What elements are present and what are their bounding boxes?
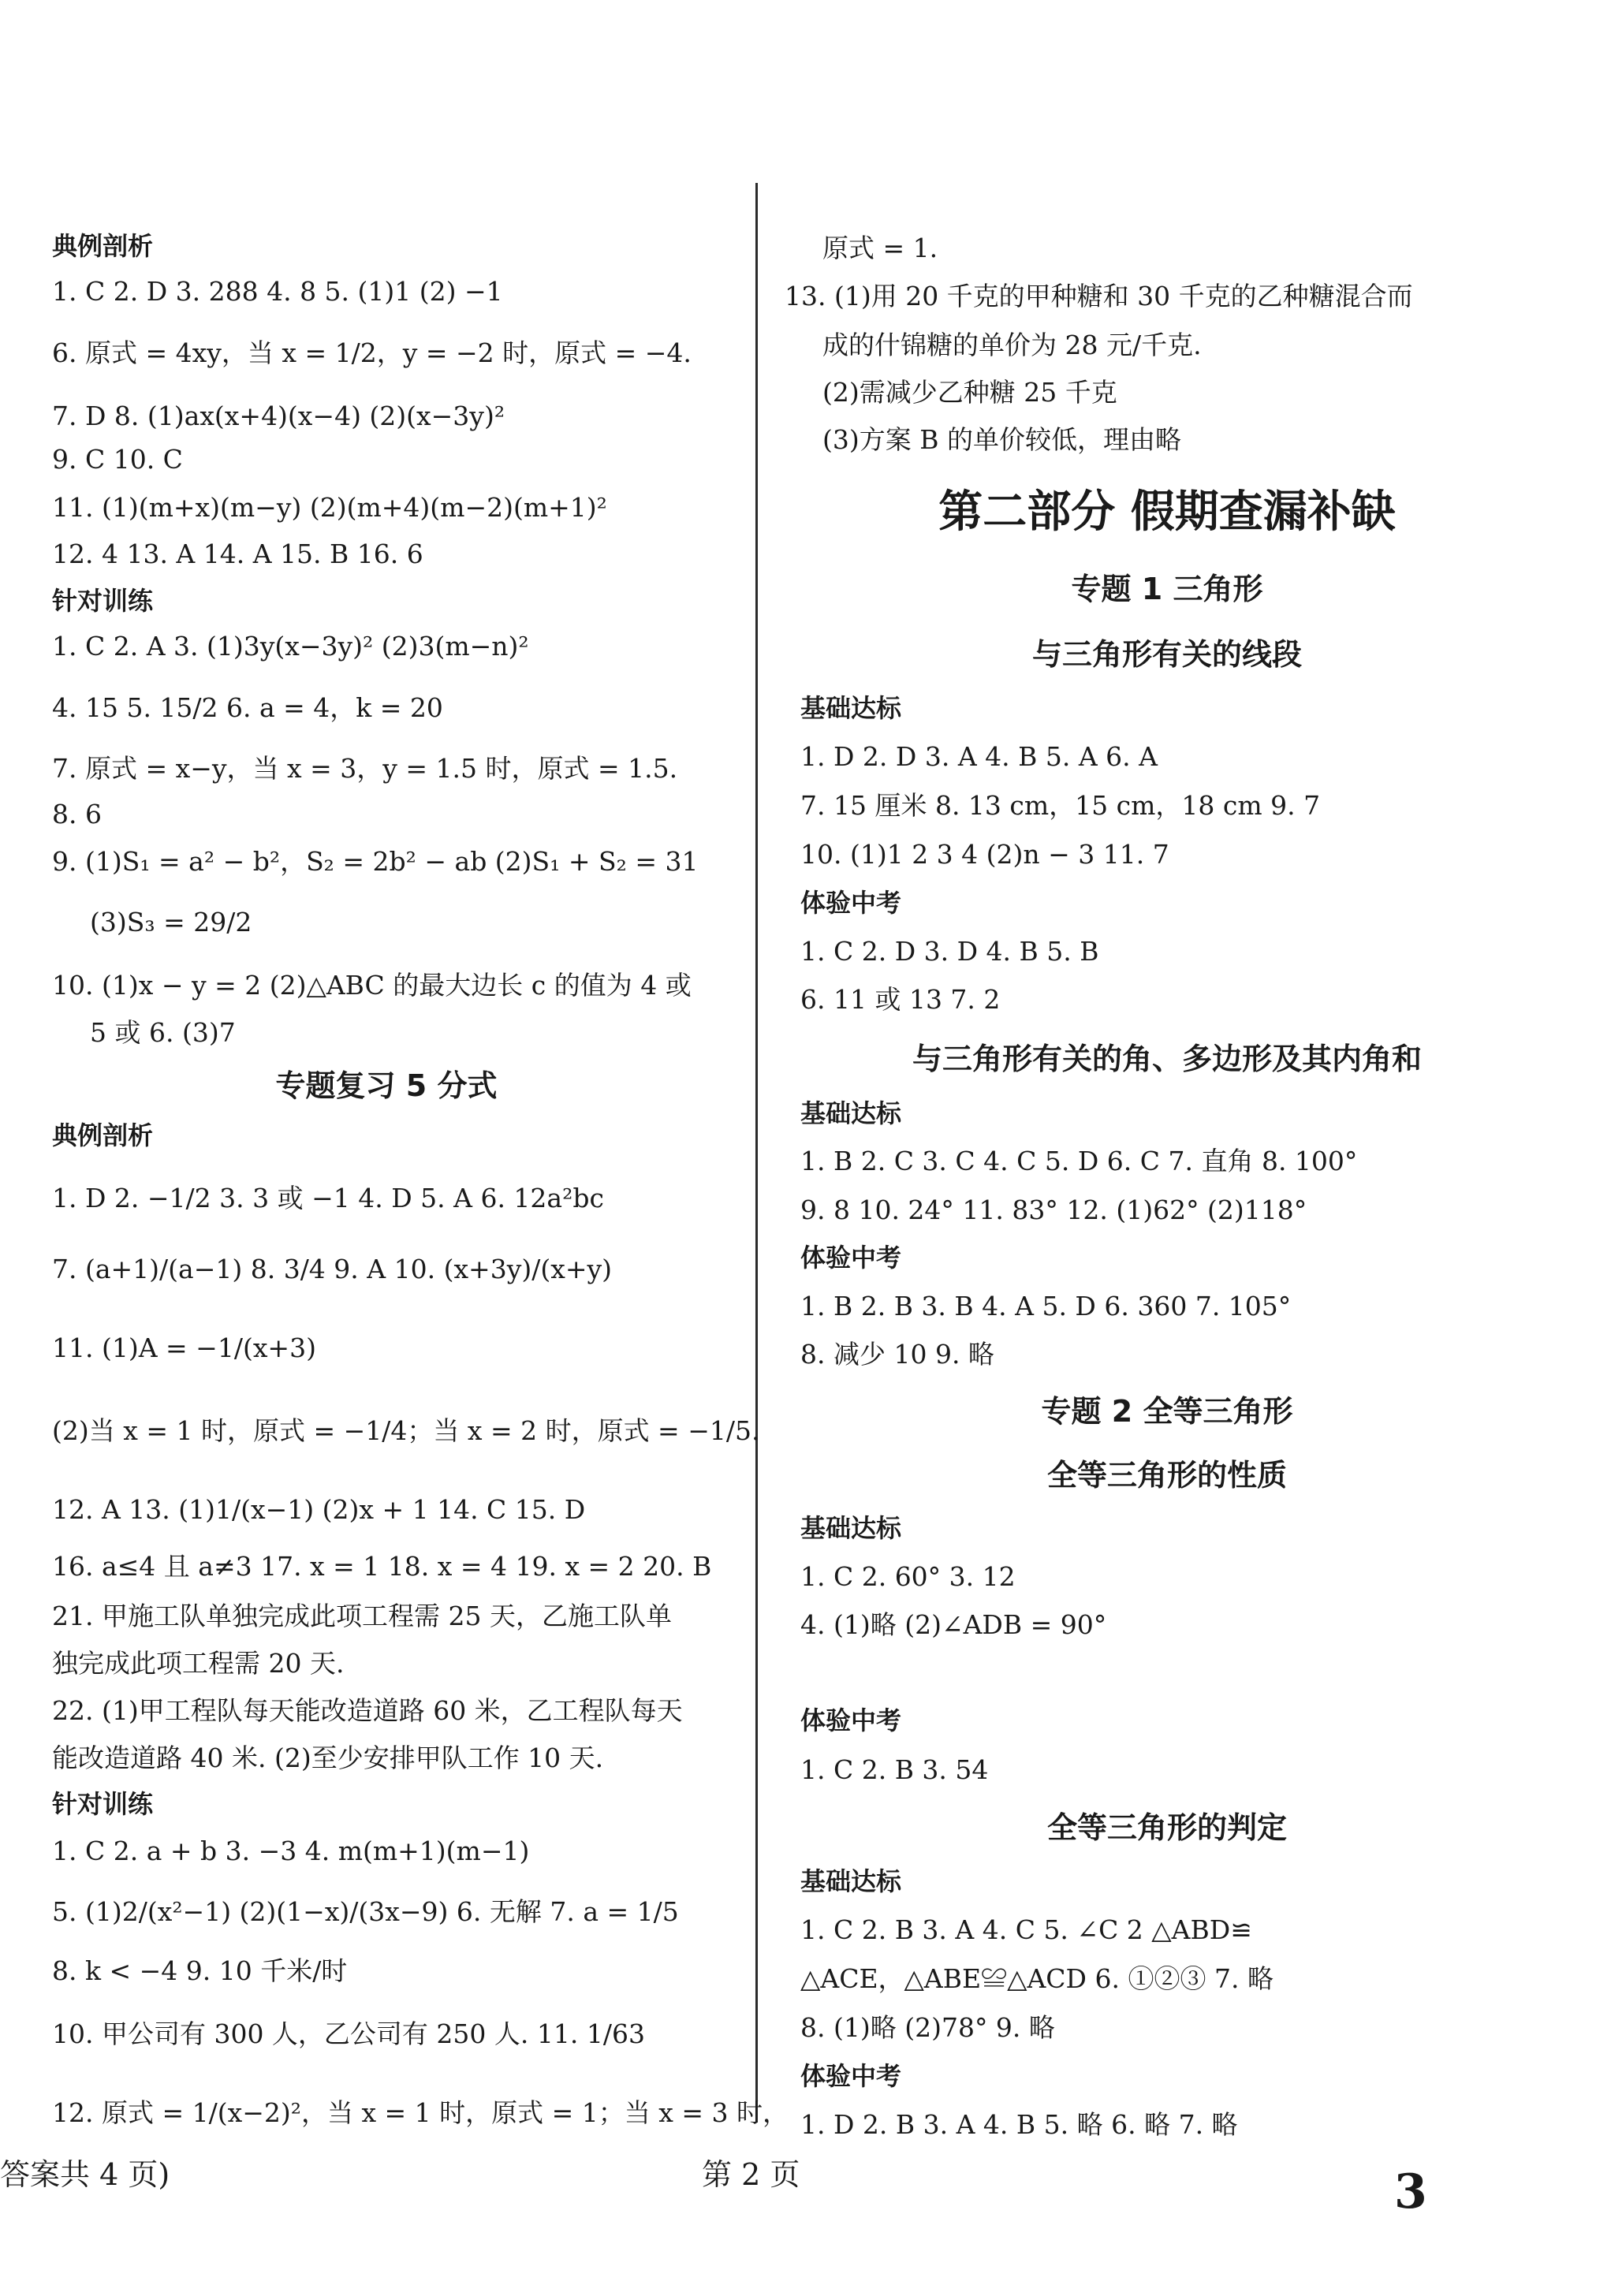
section-heading: 针对训练: [52, 586, 154, 616]
answer-line: 21. 甲施工队单独完成此项工程需 25 天，乙施工队单: [52, 1601, 672, 1631]
section-heading: 基础达标: [800, 693, 902, 723]
answer-line: 能改造道路 40 米. (2)至少安排甲队工作 10 天.: [52, 1742, 604, 1773]
answer-line: 7. 原式 = x−y，当 x = 3，y = 1.5 时，原式 = 1.5.: [52, 753, 678, 784]
answer-line: (3)方案 B 的单价较低，理由略: [822, 424, 1181, 455]
subtopic-title: 全等三角形的判定: [1046, 1810, 1287, 1845]
answer-line: 1. C 2. D 3. D 4. B 5. B: [800, 936, 1099, 967]
answer-line: 11. (1)(m+x)(m−y) (2)(m+4)(m−2)(m+1)²: [52, 492, 607, 523]
answer-line: 5. (1)2/(x²−1) (2)(1−x)/(3x−9) 6. 无解 7. a = 1/5: [52, 1896, 679, 1927]
answer-line: 1. C 2. D 3. 288 4. 8 5. (1)1 (2) −1: [52, 276, 503, 307]
answer-line: 1. C 2. B 3. A 4. C 5. ∠C 2 △ABD≌: [800, 1914, 1252, 1945]
answer-line: 1. D 2. D 3. A 4. B 5. A 6. A: [800, 741, 1158, 772]
answer-line: 9. (1)S₁ = a² − b²，S₂ = 2b² − ab (2)S₁ + S₂ = 31: [52, 846, 699, 877]
answer-line: 16. a≤4 且 a≠3 17. x = 1 18. x = 4 19. x = 2 20. B: [52, 1551, 712, 1582]
answer-line: 6. 11 或 13 7. 2: [800, 984, 1001, 1015]
answer-line: 7. D 8. (1)ax(x+4)(x−4) (2)(x−3y)²: [52, 401, 505, 431]
section-heading: 体验中考: [800, 2061, 902, 2091]
answer-line: 4. (1)略 (2)∠ADB = 90°: [800, 1609, 1107, 1640]
answer-line: 8. 减少 10 9. 略: [800, 1339, 994, 1370]
answer-line: 10. 甲公司有 300 人，乙公司有 250 人. 11. 1/63: [52, 2018, 645, 2049]
answer-line: 11. (1)A = −1/(x+3): [52, 1332, 316, 1363]
footer-left-text: 答案共 4 页): [0, 2157, 170, 2192]
part-title: 第二部分 假期查漏补缺: [938, 486, 1396, 538]
answer-line: △ACE，△ABE≌△ACD 6. ①②③ 7. 略: [800, 1963, 1274, 1994]
answer-line: 12. 原式 = 1/(x−2)²，当 x = 1 时，原式 = 1；当 x = 3 时，: [52, 2097, 789, 2128]
section-heading: 基础达标: [800, 1866, 902, 1896]
answer-line: 8. 6: [52, 799, 102, 829]
subtopic-title: 与三角形有关的角、多边形及其内角和: [912, 1042, 1422, 1076]
answer-line: 1. C 2. A 3. (1)3y(x−3y)² (2)3(m−n)²: [52, 631, 529, 662]
answer-line: 7. (a+1)/(a−1) 8. 3/4 9. A 10. (x+3y)/(x+y): [52, 1254, 612, 1284]
answer-line: 12. A 13. (1)1/(x−1) (2)x + 1 14. C 15. D: [52, 1494, 586, 1525]
topic-title: 专题 2 全等三角形: [1041, 1394, 1293, 1429]
answer-line: 成的什锦糖的单价为 28 元/千克.: [822, 330, 1202, 360]
answer-line: 7. 15 厘米 8. 13 cm，15 cm，18 cm 9. 7: [800, 790, 1321, 821]
answer-line: 10. (1)1 2 3 4 (2)n − 3 11. 7: [800, 839, 1169, 870]
answer-line: 9. 8 10. 24° 11. 83° 12. (1)62° (2)118°: [800, 1195, 1307, 1225]
answer-line: 1. B 2. B 3. B 4. A 5. D 6. 360 7. 105°: [800, 1291, 1292, 1321]
answer-line: 5 或 6. (3)7: [90, 1017, 236, 1048]
section-heading: 典例剖析: [52, 1120, 154, 1150]
answer-line: (2)当 x = 1 时，原式 = −1/4；当 x = 2 时，原式 = −1/5.: [52, 1415, 760, 1446]
topic-title: 专题 1 三角形: [1071, 572, 1263, 606]
answer-line: 1. C 2. a + b 3. −3 4. m(m+1)(m−1): [52, 1836, 530, 1866]
section-heading: 基础达标: [800, 1513, 902, 1543]
answer-line: 4. 15 5. 15/2 6. a = 4，k = 20: [52, 692, 443, 723]
answer-line: 6. 原式 = 4xy，当 x = 1/2，y = −2 时，原式 = −4.: [52, 337, 692, 368]
answer-line: 9. C 10. C: [52, 444, 183, 475]
answer-line: 1. B 2. C 3. C 4. C 5. D 6. C 7. 直角 8. 100°: [800, 1146, 1358, 1176]
answer-line: 8. k < −4 9. 10 千米/时: [52, 1955, 348, 1986]
answer-line: 1. C 2. B 3. 54: [800, 1754, 989, 1785]
footer-page-label: 第 2 页: [702, 2157, 800, 2192]
topic-title: 专题复习 5 分式: [275, 1068, 498, 1103]
section-heading: 体验中考: [800, 1705, 902, 1735]
answer-line: 独完成此项工程需 20 天.: [52, 1648, 345, 1679]
answer-line: 8. (1)略 (2)78° 9. 略: [800, 2012, 1055, 2043]
page-number: 3: [1394, 2164, 1427, 2220]
section-heading: 针对训练: [52, 1789, 154, 1819]
answer-line: 1. C 2. 60° 3. 12: [800, 1561, 1016, 1592]
subtopic-title: 全等三角形的性质: [1046, 1458, 1287, 1493]
answer-line: 12. 4 13. A 14. A 15. B 16. 6: [52, 539, 423, 569]
answer-line: 原式 = 1.: [822, 233, 938, 263]
answer-line: 1. D 2. B 3. A 4. B 5. 略 6. 略 7. 略: [800, 2109, 1238, 2140]
answer-line: 1. D 2. −1/2 3. 3 或 −1 4. D 5. A 6. 12a²bc: [52, 1183, 604, 1213]
subtopic-title: 与三角形有关的线段: [1031, 637, 1302, 672]
answer-line: (2)需减少乙种糖 25 千克: [822, 377, 1117, 408]
answer-line: (3)S₃ = 29/2: [90, 907, 252, 937]
answer-line: 13. (1)用 20 千克的甲种糖和 30 千克的乙种糖混合而: [785, 281, 1413, 311]
column-divider: [755, 183, 758, 2123]
section-heading: 体验中考: [800, 888, 902, 918]
section-heading: 典例剖析: [52, 231, 154, 261]
answer-line: 10. (1)x − y = 2 (2)△ABC 的最大边长 c 的值为 4 或: [52, 970, 692, 1001]
section-heading: 体验中考: [800, 1243, 902, 1273]
answer-line: 22. (1)甲工程队每天能改造道路 60 米，乙工程队每天: [52, 1695, 683, 1726]
section-heading: 基础达标: [800, 1098, 902, 1128]
